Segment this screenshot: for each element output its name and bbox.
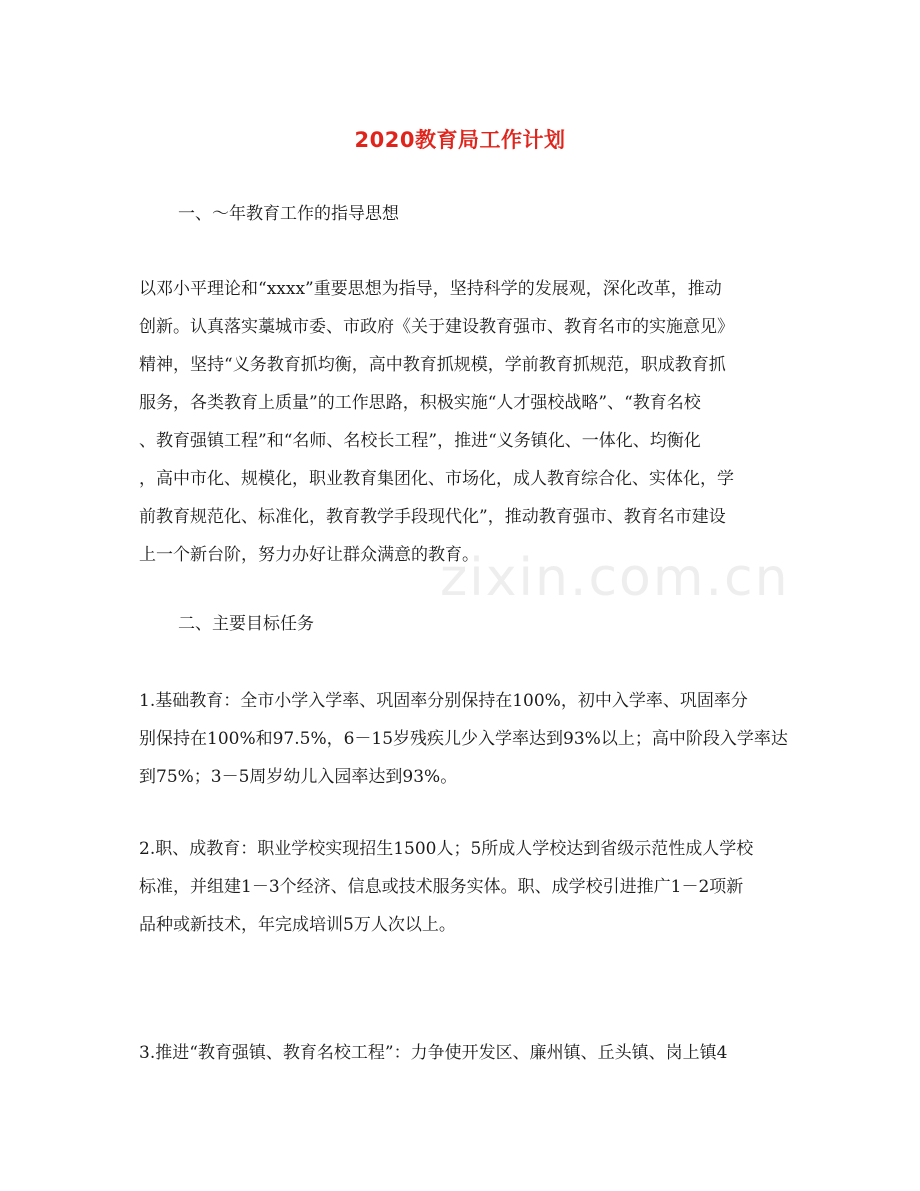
paragraph-vocational-education (139, 830, 789, 944)
document-title: 2020教育局工作计划 (354, 128, 566, 152)
text-line: 上一个新台阶，努力办好让群众满意的教育。 (139, 545, 479, 565)
text-line: 1.基础教育：全市小学入学率、巩固率分别保持在100%，初中入学率、巩固率分 (139, 691, 748, 711)
text-line: 以邓小平理论和“xxxx”重要思想为指导，坚持科学的发展观，深化改革，推动 (139, 279, 722, 299)
text-line: 、教育强镇工程”和“名师、名校长工程”，推进“义务镇化、一体化、均衡化 (139, 431, 701, 451)
text-line: 到75%；3－5周岁幼儿入园率达到93%。 (139, 767, 458, 787)
text-line: 3.推进“教育强镇、教育名校工程”：力争使开发区、廉州镇、丘头镇、岗上镇4 (139, 1043, 728, 1063)
text-line: 2.职、成教育：职业学校实现招生1500人；5所成人学校达到省级示范性成人学校 (139, 839, 754, 859)
text-line: 创新。认真落实藁城市委、市政府《关于建设教育强市、教育名市的实施意见》 (139, 317, 734, 337)
text-line: 品种或新技术，年完成培训5万人次以上。 (139, 915, 456, 935)
section-heading-main-goals: 二、主要目标任务 (178, 614, 314, 634)
text-line: 别保持在100%和97.5%，6－15岁残疾儿少入学率达到93%以上；高中阶段入学率达 (139, 729, 788, 749)
paragraph-guiding-ideology (139, 270, 789, 574)
text-line: 前教育规范化、标准化，教育教学手段现代化”，推动教育强市、教育名市建设 (139, 507, 726, 527)
paragraph-basic-education (139, 682, 789, 796)
paragraph-strong-towns (139, 1034, 789, 1072)
text-line: ，高中市化、规模化，职业教育集团化、市场化，成人教育综合化、实体化，学 (139, 469, 734, 489)
text-line: 标准，并组建1－3个经济、信息或技术服务实体。职、成学校引进推广1－2项新 (139, 877, 744, 897)
text-line: 服务，各类教育上质量”的工作思路，积极实施“人才强校战略”、“教育名校 (139, 393, 701, 413)
watermark-text: zixin.com.cn (440, 548, 790, 608)
text-line: 精神，坚持“义务教育抓均衡，高中教育抓规模，学前教育抓规范，职成教育抓 (139, 355, 726, 375)
section-heading-guiding-ideology: 一、～年教育工作的指导思想 (178, 204, 399, 224)
